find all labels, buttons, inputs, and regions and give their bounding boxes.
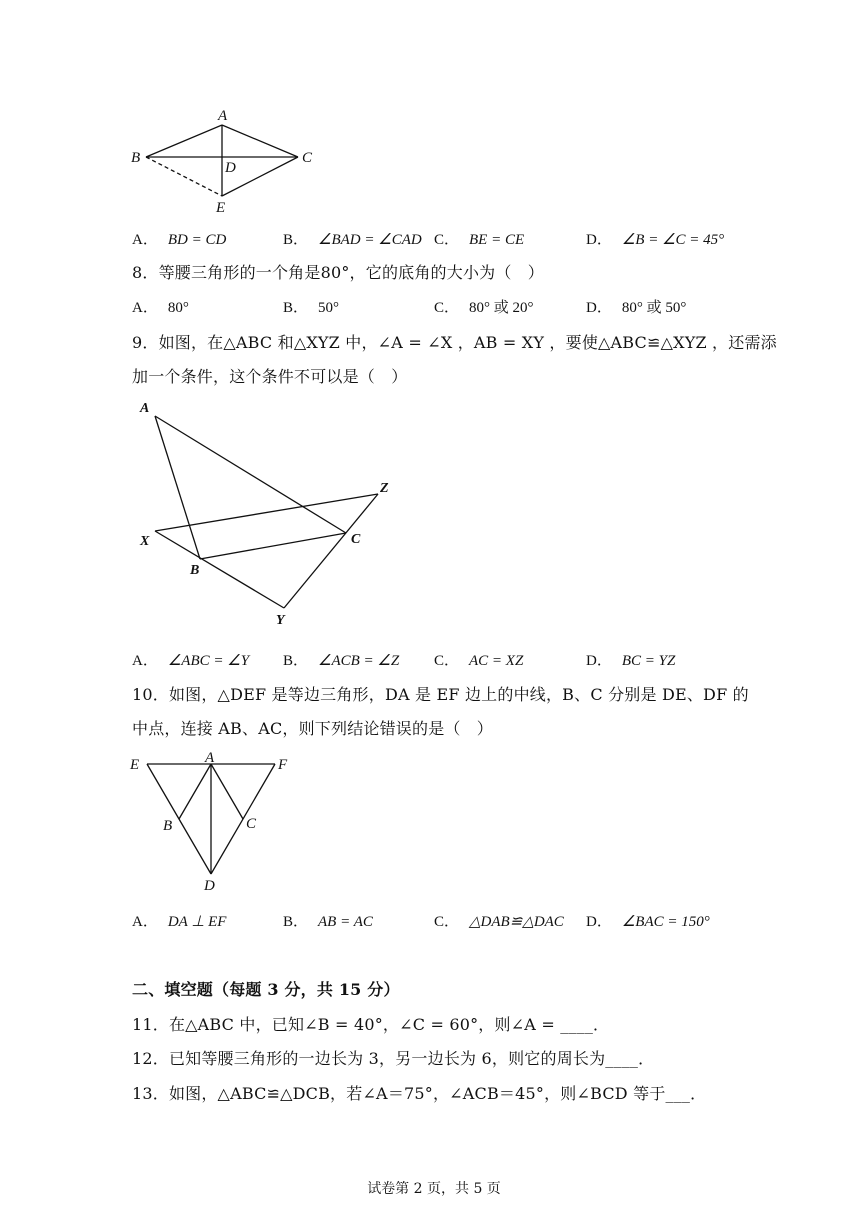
q9-stem-line-2: 加一个条件，这个条件不可以是（ ） xyxy=(132,367,408,386)
fig10-label-c: C xyxy=(246,816,257,832)
q7-option-a: A． BD = CD xyxy=(132,232,227,248)
q13-text: 13．如图，△ABC≌△DCB，若∠A＝75°，∠ACB＝45°，则∠BCD 等于___． xyxy=(132,1084,707,1103)
q8-option-b: B． 50° xyxy=(283,300,340,316)
q9-option-a: A． ∠ABC = ∠Y xyxy=(132,653,250,669)
fig7-label-c: C xyxy=(302,150,313,166)
q10-option-d: D． ∠BAC = 150° xyxy=(586,914,710,930)
q12-text: 12．已知等腰三角形的一边长为 3，另一边长为 6，则它的周长为____． xyxy=(132,1049,655,1068)
fig9-label-z: Z xyxy=(380,481,389,496)
fig10-label-b: B xyxy=(163,818,173,834)
fig9-label-c: C xyxy=(351,532,361,547)
q7-option-c: C． BE = CE xyxy=(434,232,525,248)
fig10-label-d: D xyxy=(204,878,215,894)
q8-stem: 8．等腰三角形的一个角是80°，它的底角的大小为（ ） xyxy=(132,263,544,282)
q9-option-b: B． ∠ACB = ∠Z xyxy=(283,653,400,669)
q11-text: 11．在△ABC 中，已知∠B = 40°，∠C = 60°，则∠A = ____． xyxy=(132,1015,610,1034)
fig9-label-y: Y xyxy=(276,613,285,628)
fig10-label-e: E xyxy=(130,757,140,773)
q10-option-b: B． AB = AC xyxy=(283,914,373,930)
fig7-label-e: E xyxy=(216,200,226,216)
q10-stem-line-2: 中点，连接 AB、AC，则下列结论错误的是（ ） xyxy=(132,719,493,738)
q9-option-c: C． AC = XZ xyxy=(434,653,524,669)
fig9-label-b: B xyxy=(190,563,200,578)
q7-option-b: B． ∠BAD = ∠CAD xyxy=(283,232,422,248)
fig9-label-a: A xyxy=(140,401,150,416)
q10-option-c: C． △DAB≌△DAC xyxy=(434,914,564,930)
fig7-label-d: D xyxy=(225,160,236,176)
section-2-heading: 二、填空题（每题 3 分，共 15 分） xyxy=(132,980,400,999)
fig10-label-a: A xyxy=(205,750,215,766)
q8-option-c: C． 80° 或 20° xyxy=(434,300,534,316)
page-footer: 试卷第 2 页，共 5 页 xyxy=(367,1181,501,1197)
q8-option-d: D． 80° 或 50° xyxy=(586,300,687,316)
q9-option-d: D． BC = YZ xyxy=(586,653,676,669)
fig7-label-a: A xyxy=(218,108,228,124)
fig9-label-x: X xyxy=(140,534,150,549)
q10-option-a: A． DA ⊥ EF xyxy=(132,914,227,930)
fig10-label-f: F xyxy=(278,757,288,773)
fig7-label-b: B xyxy=(131,150,141,166)
q9-stem-line-1: 9．如图，在△ABC 和△XYZ 中，∠A = ∠X ，AB = XY ，要使△ABC≌△XYZ ，还需添 xyxy=(132,333,777,352)
q10-stem-line-1: 10．如图，△DEF 是等边三角形，DA 是 EF 边上的中线，B、C 分别是 DE、DF 的 xyxy=(132,685,749,704)
q7-option-d: D． ∠B = ∠C = 45° xyxy=(586,232,725,248)
q8-option-a: A． 80° xyxy=(132,300,189,316)
